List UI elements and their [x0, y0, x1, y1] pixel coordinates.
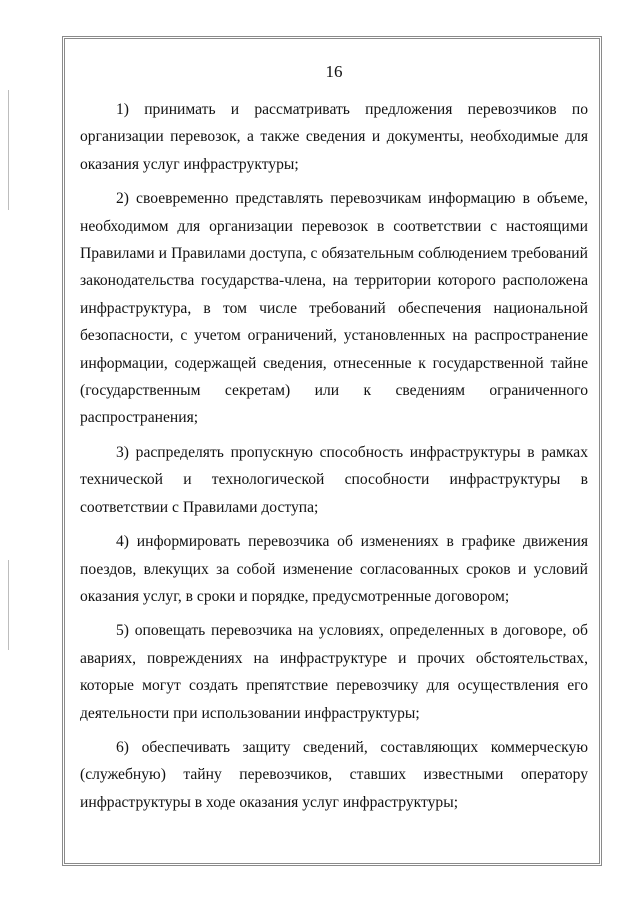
binding-margin-mark	[8, 90, 9, 210]
list-item	[80, 439, 588, 521]
list-item-text: принимать и рассматривать предложения перевозчиков по организации перевозок, а также сведения и документы, необходимые для оказания услуг инфраструктуры;	[80, 101, 588, 173]
list-item	[80, 617, 588, 727]
list-item-text: обеспечивать защиту сведений, составляющих коммерческую (служебную) тайну перевозчиков, ставших известными оператору инфраструктуры в ходе оказания услуг инфраструктуры;	[80, 738, 588, 811]
list-item-number: 2)	[116, 190, 129, 208]
list-item-number: 6)	[116, 738, 129, 756]
binding-margin-mark	[8, 560, 9, 650]
list-item-number: 1)	[116, 101, 129, 118]
list-item-text: информировать перевозчика об изменениях в графике движения поездов, влекущих за собой изменение согласованных сроков и условий оказания услуг, в сроки и порядке, предусмотренные договором;	[80, 533, 588, 605]
list-item	[80, 185, 588, 432]
page-number: 16	[325, 62, 343, 81]
list-item-text: своевременно представлять перевозчикам информацию в объеме, необходимом для организации перевозок в соответствии с настоящими Правилами и Правилами доступа, с обязательным соблюдением требований законодательства государства-члена, на территории которого расположена инфраструктура, в том числе требований обеспечения национальной безопасности, с учетом ограничений, установленных на распространение информации, содержащей сведения, отнесенные к государственной тайне (государственным секретам) или к сведениям ограниченного распространения;	[80, 190, 588, 427]
list-item	[80, 96, 588, 178]
list-item-number: 5)	[116, 622, 129, 640]
list-item-number: 4)	[116, 533, 129, 551]
list-item	[80, 528, 588, 610]
list-item	[80, 734, 588, 816]
list-item-text: распределять пропускную способность инфраструктуры в рамках технической и технологической способности инфраструктуры в соответствии с Правилами доступа;	[80, 443, 588, 516]
list-item-number: 3)	[116, 443, 129, 461]
document-body	[80, 58, 588, 823]
list-item-text: оповещать перевозчика на условиях, определенных в договоре, об авариях, повреждениях на инфраструктуре и прочих обстоятельствах, которые могут создать препятствие перевозчику для осуществления его деятельности при использовании инфраструктуры;	[80, 622, 588, 722]
